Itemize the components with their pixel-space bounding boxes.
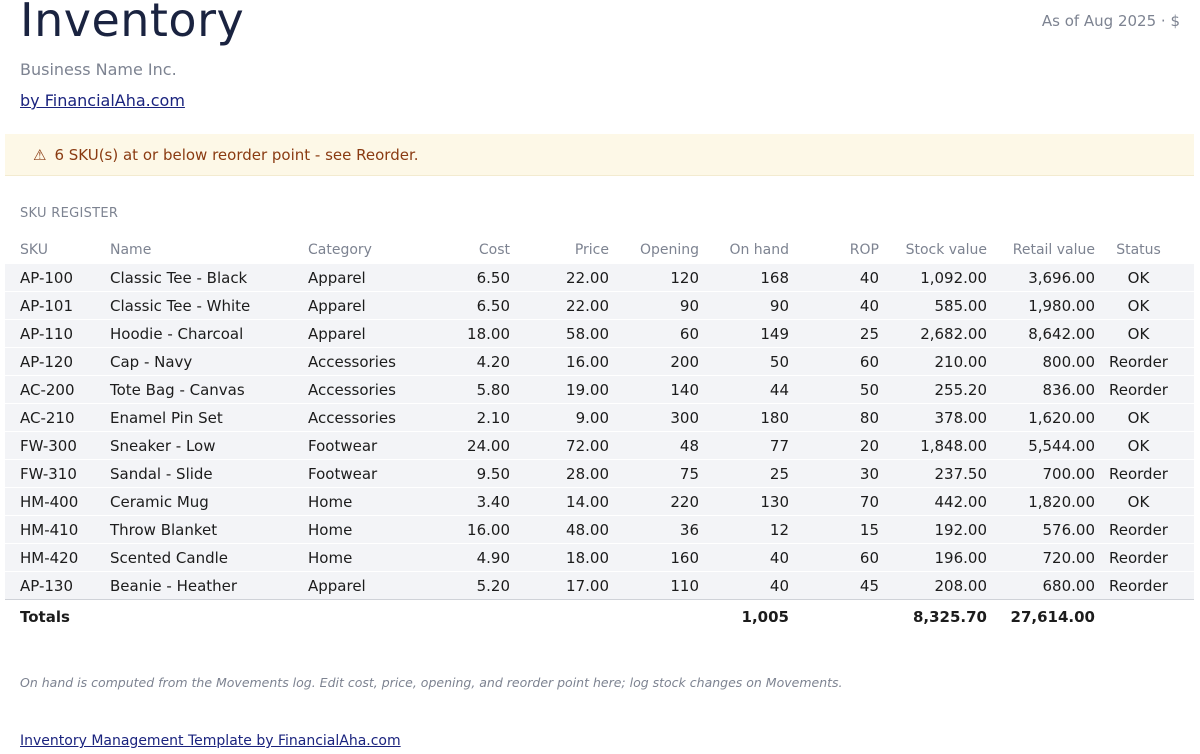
totals-label: Totals [20,600,110,635]
table-header-row [5,236,1194,264]
cell-price[interactable]: 14.00 [510,488,609,516]
cell-cost[interactable]: 6.50 [418,264,510,292]
column-header-stock-value: Stock value [905,242,987,258]
cell-rop[interactable]: 45 [789,572,879,600]
reorder-alert [5,134,1194,176]
cell-price[interactable]: 58.00 [510,320,609,348]
cell-sku[interactable]: AP-110 [20,320,110,348]
cell-opening[interactable]: 140 [609,376,699,404]
column-header-cost: Cost [478,242,510,258]
column-header-sku: SKU [20,242,48,258]
cell-name[interactable]: Throw Blanket [110,516,308,544]
table-row [5,432,1194,460]
cell-rop[interactable]: 30 [789,460,879,488]
cell-name[interactable]: Enamel Pin Set [110,404,308,432]
cell-category[interactable]: Home [308,516,418,544]
cell-opening[interactable]: 300 [609,404,699,432]
cell-sku[interactable]: FW-300 [20,432,110,460]
cell-category[interactable]: Apparel [308,320,418,348]
cell-sku[interactable]: AC-200 [20,376,110,404]
cell-cost[interactable]: 16.00 [418,516,510,544]
cell-retail-value[interactable]: 576.00 [987,516,1095,544]
cell-on-hand[interactable]: 130 [699,488,789,516]
cell-name[interactable]: Ceramic Mug [110,488,308,516]
cell-opening[interactable]: 120 [609,264,699,292]
cell-name[interactable]: Hoodie - Charcoal [110,320,308,348]
cell-on-hand[interactable]: 90 [699,292,789,320]
cell-on-hand[interactable]: 12 [699,516,789,544]
cell-category[interactable]: Home [308,488,418,516]
cell-stock-value[interactable]: 2,682.00 [879,320,987,348]
cell-status[interactable]: OK [1095,320,1182,348]
cell-cost[interactable]: 9.50 [418,460,510,488]
cell-opening[interactable]: 220 [609,488,699,516]
cell-on-hand[interactable]: 50 [699,348,789,376]
warning-icon: ⚠ [33,145,47,164]
cell-cost[interactable]: 6.50 [418,292,510,320]
table-row [5,572,1194,600]
cell-sku[interactable]: HM-400 [20,488,110,516]
cell-status[interactable]: OK [1095,264,1182,292]
cell-category[interactable]: Accessories [308,348,418,376]
table-row [5,320,1194,348]
cell-rop[interactable]: 60 [789,544,879,572]
cell-cost[interactable]: 4.90 [418,544,510,572]
cell-category[interactable]: Footwear [308,432,418,460]
table-row [5,488,1194,516]
cell-on-hand[interactable]: 40 [699,572,789,600]
cell-name[interactable]: Scented Candle [110,544,308,572]
cell-opening[interactable]: 200 [609,348,699,376]
cell-sku[interactable]: AP-120 [20,348,110,376]
cell-rop[interactable]: 50 [789,376,879,404]
cell-on-hand[interactable]: 77 [699,432,789,460]
sku-register-table [5,236,1194,635]
cell-status[interactable]: Reorder [1095,516,1182,544]
column-header-on-hand: On hand [729,242,789,258]
cell-name[interactable]: Classic Tee - Black [110,264,308,292]
cell-rop[interactable]: 25 [789,320,879,348]
cell-price[interactable]: 22.00 [510,264,609,292]
cell-name[interactable]: Classic Tee - White [110,292,308,320]
cell-status[interactable]: Reorder [1095,544,1182,572]
cell-category[interactable]: Apparel [308,264,418,292]
cell-stock-value[interactable]: 237.50 [879,460,987,488]
cell-rop[interactable]: 60 [789,348,879,376]
cell-sku[interactable]: HM-410 [20,516,110,544]
cell-category[interactable]: Home [308,544,418,572]
cell-status[interactable]: Reorder [1095,376,1182,404]
cell-category[interactable]: Footwear [308,460,418,488]
cell-cost[interactable]: 24.00 [418,432,510,460]
cell-name[interactable]: Sandal - Slide [110,460,308,488]
cell-on-hand[interactable]: 168 [699,264,789,292]
cell-stock-value[interactable]: 208.00 [879,572,987,600]
cell-opening[interactable]: 90 [609,292,699,320]
cell-retail-value[interactable]: 700.00 [987,460,1095,488]
cell-sku[interactable]: FW-310 [20,460,110,488]
table-row [5,376,1194,404]
cell-stock-value[interactable]: 255.20 [879,376,987,404]
cell-stock-value[interactable]: 192.00 [879,516,987,544]
cell-price[interactable]: 18.00 [510,544,609,572]
cell-price[interactable]: 22.00 [510,292,609,320]
sku-register-label: SKU REGISTER [20,206,119,221]
cell-sku[interactable]: AC-210 [20,404,110,432]
column-header-opening: Opening [639,242,699,258]
cell-rop[interactable]: 40 [789,292,879,320]
cell-opening[interactable]: 75 [609,460,699,488]
cell-on-hand[interactable]: 25 [699,460,789,488]
business-name: Business Name Inc. [20,60,177,79]
table-row [5,404,1194,432]
cell-price[interactable]: 28.00 [510,460,609,488]
on-hand-note: On hand is computed from the Movements log. Edit cost, price, opening, and reorder point here; log stock changes on Movements. [20,675,843,690]
cell-retail-value[interactable]: 5,544.00 [987,432,1095,460]
cell-opening[interactable]: 48 [609,432,699,460]
column-header-category: Category [308,242,372,258]
cell-name[interactable]: Cap - Navy [110,348,308,376]
cell-cost[interactable]: 2.10 [418,404,510,432]
cell-sku[interactable]: AP-100 [20,264,110,292]
table-row [5,264,1194,292]
cell-retail-value[interactable]: 1,820.00 [987,488,1095,516]
cell-on-hand[interactable]: 44 [699,376,789,404]
cell-retail-value[interactable]: 8,642.00 [987,320,1095,348]
cell-status[interactable]: OK [1095,488,1182,516]
cell-opening[interactable]: 110 [609,572,699,600]
column-header-status: Status [1116,242,1161,258]
cell-category[interactable]: Apparel [308,572,418,600]
cell-stock-value[interactable]: 196.00 [879,544,987,572]
cell-name[interactable]: Sneaker - Low [110,432,308,460]
cell-status[interactable]: Reorder [1095,572,1182,600]
cell-status[interactable]: Reorder [1095,460,1182,488]
cell-rop[interactable]: 70 [789,488,879,516]
total-stock-value: 8,325.70 [879,600,987,635]
cell-status[interactable]: OK [1095,432,1182,460]
cell-category[interactable]: Accessories [308,376,418,404]
cell-retail-value[interactable]: 3,696.00 [987,264,1095,292]
cell-sku[interactable]: AP-101 [20,292,110,320]
cell-price[interactable]: 16.00 [510,348,609,376]
cell-retail-value[interactable]: 1,980.00 [987,292,1095,320]
cell-cost[interactable]: 5.80 [418,376,510,404]
table-row [5,348,1194,376]
cell-name[interactable]: Beanie - Heather [110,572,308,600]
cell-opening[interactable]: 60 [609,320,699,348]
cell-retail-value[interactable]: 720.00 [987,544,1095,572]
cell-stock-value[interactable]: 210.00 [879,348,987,376]
cell-rop[interactable]: 20 [789,432,879,460]
cell-price[interactable]: 72.00 [510,432,609,460]
cell-status[interactable]: OK [1095,292,1182,320]
totals-row [5,600,1194,635]
cell-rop[interactable]: 40 [789,264,879,292]
cell-cost[interactable]: 5.20 [418,572,510,600]
by-financialaha-link[interactable]: by FinancialAha.com [20,91,185,110]
cell-retail-value[interactable]: 800.00 [987,348,1095,376]
reorder-alert-text: 6 SKU(s) at or below reorder point - see Reorder. [54,145,419,164]
cell-stock-value[interactable]: 1,092.00 [879,264,987,292]
cell-on-hand[interactable]: 149 [699,320,789,348]
cell-on-hand[interactable]: 180 [699,404,789,432]
cell-rop[interactable]: 80 [789,404,879,432]
cell-cost[interactable]: 18.00 [418,320,510,348]
cell-opening[interactable]: 36 [609,516,699,544]
column-header-rop: ROP [849,242,879,258]
template-footer-link[interactable]: Inventory Management Template by FinancialAha.com [20,733,401,749]
cell-stock-value[interactable]: 1,848.00 [879,432,987,460]
table-row [5,292,1194,320]
total-retail-value: 27,614.00 [987,600,1095,635]
cell-stock-value[interactable]: 442.00 [879,488,987,516]
cell-cost[interactable]: 3.40 [418,488,510,516]
cell-retail-value[interactable]: 680.00 [987,572,1095,600]
cell-category[interactable]: Accessories [308,404,418,432]
cell-cost[interactable]: 4.20 [418,348,510,376]
column-header-name: Name [110,242,152,258]
cell-stock-value[interactable]: 378.00 [879,404,987,432]
cell-price[interactable]: 19.00 [510,376,609,404]
page-title: Inventory [20,0,245,47]
cell-retail-value[interactable]: 1,620.00 [987,404,1095,432]
table-row [5,460,1194,488]
cell-retail-value[interactable]: 836.00 [987,376,1095,404]
column-header-retail-value: Retail value [1012,242,1095,258]
as-of-label: As of Aug 2025 · $ [1041,12,1180,30]
cell-opening[interactable]: 160 [609,544,699,572]
cell-price[interactable]: 9.00 [510,404,609,432]
cell-category[interactable]: Apparel [308,292,418,320]
cell-price[interactable]: 17.00 [510,572,609,600]
column-header-price: Price [574,242,609,258]
cell-price[interactable]: 48.00 [510,516,609,544]
cell-status[interactable]: Reorder [1095,348,1182,376]
cell-sku[interactable]: HM-420 [20,544,110,572]
cell-sku[interactable]: AP-130 [20,572,110,600]
cell-on-hand[interactable]: 40 [699,544,789,572]
cell-name[interactable]: Tote Bag - Canvas [110,376,308,404]
table-row [5,544,1194,572]
total-on-hand: 1,005 [699,600,789,635]
cell-status[interactable]: OK [1095,404,1182,432]
table-row [5,516,1194,544]
cell-rop[interactable]: 15 [789,516,879,544]
cell-stock-value[interactable]: 585.00 [879,292,987,320]
